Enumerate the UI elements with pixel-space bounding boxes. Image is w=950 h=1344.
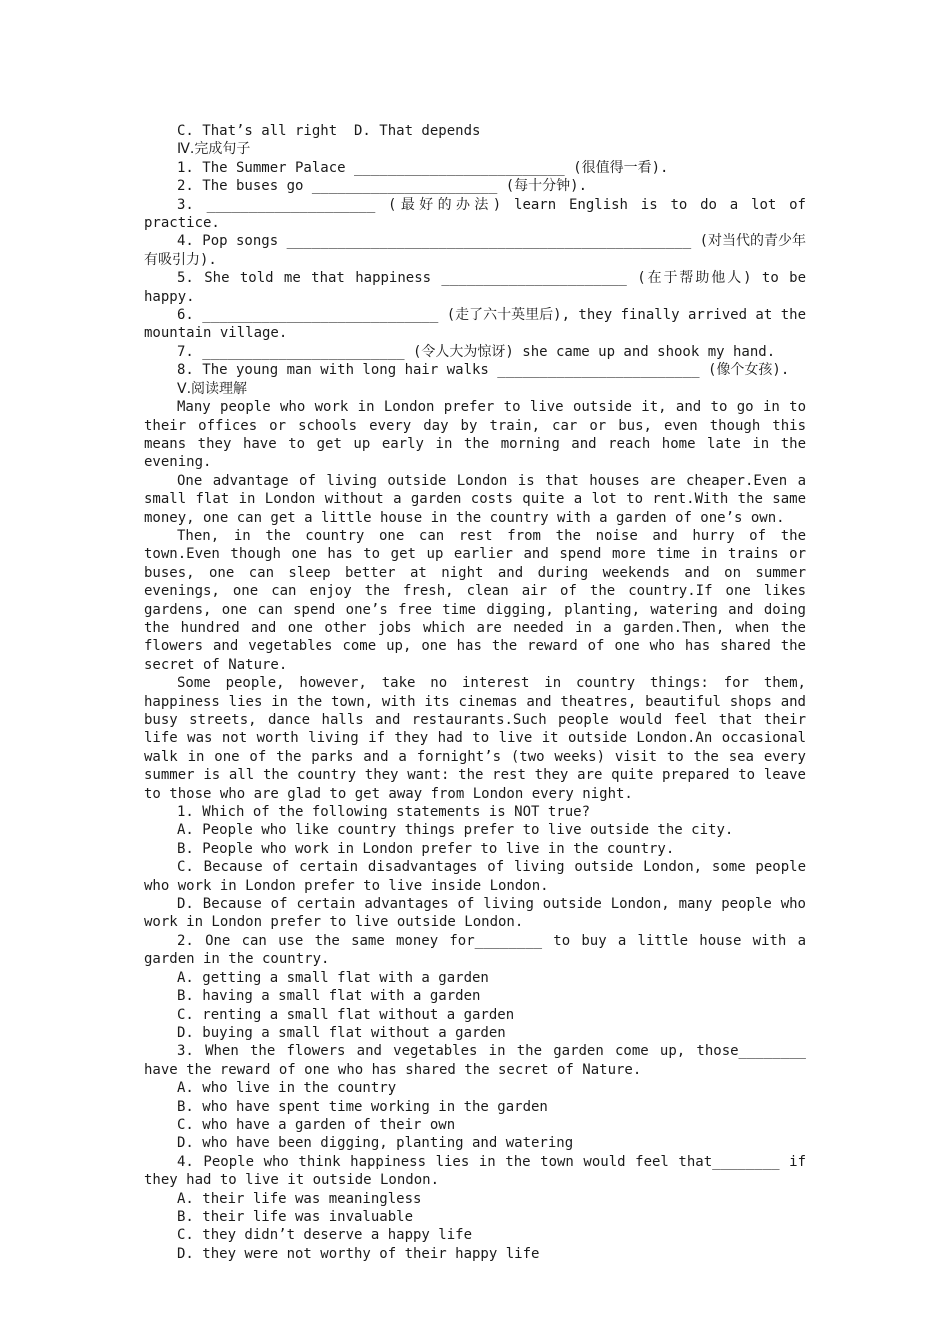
answer-option: D. who have been digging, planting and watering — [177, 1135, 574, 1152]
answer-option: B. having a small flat with a garden — [177, 988, 481, 1005]
answer-option: B. their life was invaluable — [177, 1208, 414, 1225]
passage-paragraph: Many people who work in London prefer to live outside it, and to go in to their offices or schools every day by train, car or bus, even though this means they have to get up early in the morning and reach home late in the evening. — [144, 399, 815, 471]
answer-option: A. getting a small flat with a garden — [177, 969, 489, 986]
answer-option: C. who have a garden of their own — [177, 1116, 456, 1133]
answer-option: C. they didn’t deserve a happy life — [177, 1227, 473, 1244]
question-stem: 3. When the flowers and vegetables in the garden come up, those________ have the reward of one who has shared the secret of Nature. — [144, 1043, 815, 1078]
passage-paragraph: Some people, however, take no interest in country things: for them, happiness lies in the town, with its cinemas and theatres, beautiful shops and busy streets, dance halls and restaurants.Such people would feel that their life was not worth living if they had to live it outside London.An occasional walk in one of the parks and a fornight’s (two weeks) visit to the sea every summer is all the country they want: the rest they are quite prepared to leave to those who are glad to get away from London every night. — [144, 675, 815, 802]
sentence-item: 2. The buses go ______________________ (每十分钟). — [177, 178, 588, 195]
answer-option: C. renting a small flat without a garden — [177, 1006, 515, 1023]
question-stem: 1. Which of the following statements is NOT true? — [177, 804, 591, 821]
passage-paragraph: One advantage of living outside London is that houses are cheaper.Even a small flat in London without a garden costs quite a lot to rent.With the same money, one can get a little house in the country with a garden of one’s own. — [144, 472, 815, 526]
document-page — [144, 122, 815, 1263]
section-heading-reading: Ⅴ.阅读理解 — [177, 380, 248, 397]
sentence-item: 4. Pop songs ________________________________________________ (对当代的青少年有吸引力). — [144, 233, 807, 268]
sentence-item: 7. ________________________ (令人大为惊讶) she came up and shook my hand. — [177, 343, 776, 360]
passage-paragraph: Then, in the country one can rest from the noise and hurry of the town.Even though one has to get up earlier and spend more time in trains or buses, one can sleep better at night and during weekends and on summer evenings, one can enjoy the fresh, clean air of the country.If one likes gardens, one can spend one’s free time digging, planting, watering and doing the hundred and one other jobs which are needed in a garden.Then, when the flowers and vegetables come up, one has the reward of one who has shared the secret of Nature. — [144, 527, 815, 673]
answer-option: D. Because of certain advantages of living outside London, many people who work in London prefer to live outside London. — [144, 896, 815, 931]
answer-option: D. they were not worthy of their happy life — [177, 1245, 540, 1262]
sentence-item: 8. The young man with long hair walks ________________________ (像个女孩). — [177, 362, 790, 379]
sentence-item: 3. ____________________ (最好的办法) learn English is to do a lot of practice. — [144, 196, 815, 232]
sentence-item: 5. She told me that happiness ______________________ (在于帮助他人) to be happy. — [144, 270, 815, 305]
answer-option: B. People who work in London prefer to live in the country. — [177, 840, 675, 857]
answer-option: A. their life was meaningless — [177, 1190, 422, 1207]
question-stem: 4. People who think happiness lies in the town would feel that________ if they had to live it outside London. — [144, 1153, 815, 1189]
answer-option: C. Because of certain disadvantages of living outside London, some people who work in London prefer to live inside London. — [144, 859, 815, 894]
answer-option: D. buying a small flat without a garden — [177, 1024, 506, 1041]
question-stem: 2. One can use the same money for________ to buy a little house with a garden in the country. — [144, 932, 815, 968]
sentence-item: 1. The Summer Palace _________________________ (很值得一看). — [177, 159, 669, 176]
sentence-item: 6. ____________________________ (走了六十英里后), they finally arrived at the mountain village. — [144, 307, 815, 342]
answer-option: A. who live in the country — [177, 1080, 397, 1097]
previous-question-options: C. That’s all right D. That depends — [177, 123, 481, 139]
answer-option: A. People who like country things prefer to live outside the city. — [177, 822, 734, 839]
answer-option: B. who have spent time working in the garden — [177, 1098, 548, 1115]
section-heading-complete-sentences: Ⅳ.完成句子 — [177, 141, 251, 158]
